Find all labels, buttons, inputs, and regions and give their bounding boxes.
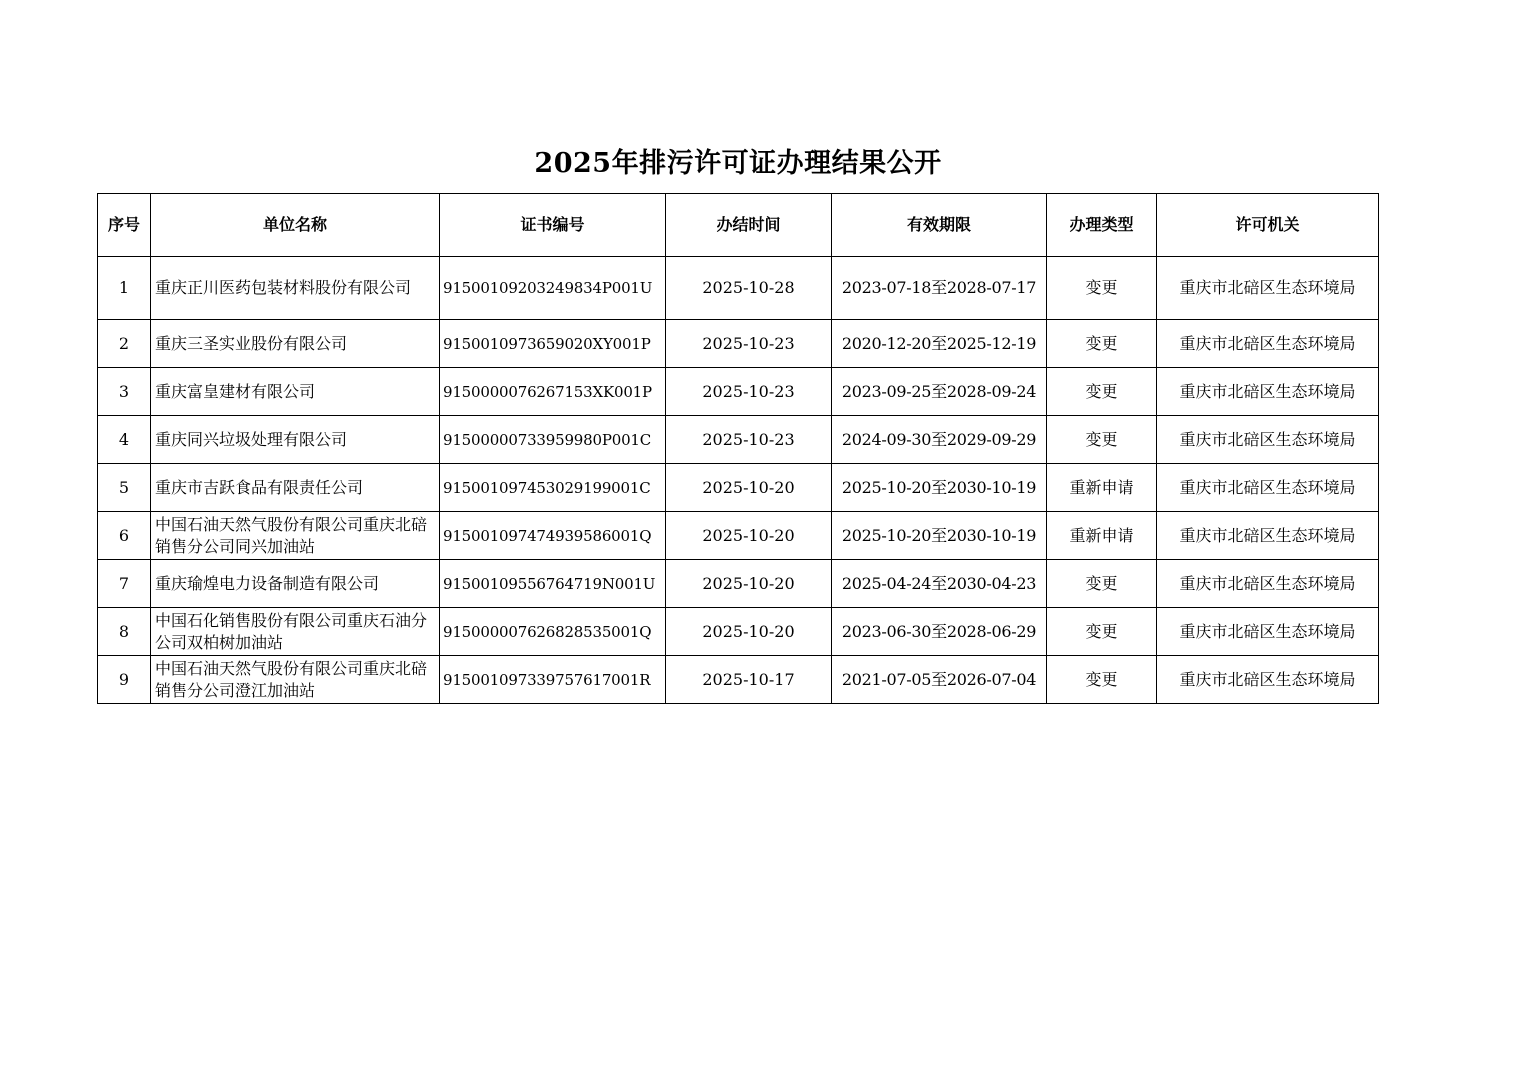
cell-unit-name: 中国石油天然气股份有限公司重庆北碚销售分公司同兴加油站: [151, 512, 440, 560]
cell-type: 变更: [1047, 608, 1157, 656]
cell-type: 重新申请: [1047, 464, 1157, 512]
cell-authority: 重庆市北碚区生态环境局: [1157, 416, 1379, 464]
cell-authority: 重庆市北碚区生态环境局: [1157, 608, 1379, 656]
cell-cert-no: 91500000733959980P001C: [440, 416, 666, 464]
cell-completion-date: 2025-10-28: [666, 257, 832, 320]
page-title: 2025年排污许可证办理结果公开: [534, 148, 942, 179]
header-index: 序号: [98, 194, 151, 257]
cell-authority: 重庆市北碚区生态环境局: [1157, 320, 1379, 368]
cell-authority: 重庆市北碚区生态环境局: [1157, 560, 1379, 608]
cell-authority: 重庆市北碚区生态环境局: [1157, 257, 1379, 320]
cell-cert-no: 91500109203249834P001U: [440, 257, 666, 320]
cell-cert-no: 915000007626828535001Q: [440, 608, 666, 656]
cell-cert-no: 9150010973659020XY001P: [440, 320, 666, 368]
table-row: [98, 257, 1379, 320]
table-header-row: [98, 194, 1379, 257]
cell-unit-name: 重庆瑜煌电力设备制造有限公司: [151, 560, 440, 608]
cell-unit-name: 重庆三圣实业股份有限公司: [151, 320, 440, 368]
cell-authority: 重庆市北碚区生态环境局: [1157, 512, 1379, 560]
cell-type: 变更: [1047, 656, 1157, 704]
cell-validity: 2025-04-24至2030-04-23: [832, 560, 1047, 608]
header-validity: 有效期限: [832, 194, 1047, 257]
table-row: [98, 464, 1379, 512]
cell-unit-name: 中国石化销售股份有限公司重庆石油分公司双柏树加油站: [151, 608, 440, 656]
cell-validity: 2021-07-05至2026-07-04: [832, 656, 1047, 704]
cell-authority: 重庆市北碚区生态环境局: [1157, 464, 1379, 512]
cell-unit-name: 重庆同兴垃圾处理有限公司: [151, 416, 440, 464]
header-unit-name: 单位名称: [151, 194, 440, 257]
cell-completion-date: 2025-10-20: [666, 512, 832, 560]
cell-unit-name: 重庆市吉跃食品有限责任公司: [151, 464, 440, 512]
cell-validity: 2023-06-30至2028-06-29: [832, 608, 1047, 656]
cell-type: 变更: [1047, 368, 1157, 416]
cell-type: 变更: [1047, 320, 1157, 368]
cell-cert-no: 915001097474939586001Q: [440, 512, 666, 560]
table-row: [98, 416, 1379, 464]
cell-validity: 2025-10-20至2030-10-19: [832, 464, 1047, 512]
cell-completion-date: 2025-10-20: [666, 464, 832, 512]
table-row: [98, 512, 1379, 560]
header-cert-no: 证书编号: [440, 194, 666, 257]
cell-cert-no: 915001097339757617001R: [440, 656, 666, 704]
cell-authority: 重庆市北碚区生态环境局: [1157, 368, 1379, 416]
cell-cert-no: 91500109556764719N001U: [440, 560, 666, 608]
header-completion-date: 办结时间: [666, 194, 832, 257]
cell-validity: 2020-12-20至2025-12-19: [832, 320, 1047, 368]
cell-cert-no: 915001097453029199001C: [440, 464, 666, 512]
cell-authority: 重庆市北碚区生态环境局: [1157, 656, 1379, 704]
cell-type: 重新申请: [1047, 512, 1157, 560]
cell-completion-date: 2025-10-23: [666, 368, 832, 416]
table-row: [98, 368, 1379, 416]
cell-type: 变更: [1047, 560, 1157, 608]
cell-completion-date: 2025-10-17: [666, 656, 832, 704]
cell-index: 2: [98, 320, 151, 368]
cell-index: 7: [98, 560, 151, 608]
cell-type: 变更: [1047, 257, 1157, 320]
table-row: [98, 320, 1379, 368]
cell-cert-no: 9150000076267153XK001P: [440, 368, 666, 416]
table-row: [98, 608, 1379, 656]
cell-index: 8: [98, 608, 151, 656]
cell-validity: 2024-09-30至2029-09-29: [832, 416, 1047, 464]
permit-results-table: [97, 193, 1379, 704]
cell-validity: 2023-07-18至2028-07-17: [832, 257, 1047, 320]
cell-index: 9: [98, 656, 151, 704]
cell-completion-date: 2025-10-20: [666, 560, 832, 608]
cell-index: 4: [98, 416, 151, 464]
cell-unit-name: 重庆正川医药包装材料股份有限公司: [151, 257, 440, 320]
cell-index: 6: [98, 512, 151, 560]
cell-unit-name: 重庆富皇建材有限公司: [151, 368, 440, 416]
table-row: [98, 560, 1379, 608]
header-type: 办理类型: [1047, 194, 1157, 257]
cell-validity: 2023-09-25至2028-09-24: [832, 368, 1047, 416]
cell-validity: 2025-10-20至2030-10-19: [832, 512, 1047, 560]
header-authority: 许可机关: [1157, 194, 1379, 257]
cell-type: 变更: [1047, 416, 1157, 464]
cell-completion-date: 2025-10-23: [666, 416, 832, 464]
cell-completion-date: 2025-10-20: [666, 608, 832, 656]
cell-completion-date: 2025-10-23: [666, 320, 832, 368]
table-row: [98, 656, 1379, 704]
cell-index: 5: [98, 464, 151, 512]
cell-index: 3: [98, 368, 151, 416]
cell-index: 1: [98, 257, 151, 320]
cell-unit-name: 中国石油天然气股份有限公司重庆北碚销售分公司澄江加油站: [151, 656, 440, 704]
